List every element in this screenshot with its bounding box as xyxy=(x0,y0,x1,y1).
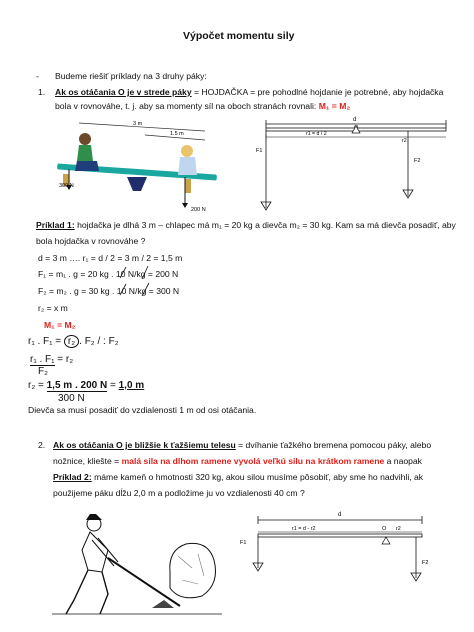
lever-bar xyxy=(258,534,422,537)
r1-label: r1 = d / 2 xyxy=(306,131,327,137)
dim-d-label: d xyxy=(353,117,357,123)
calc8-eq: = xyxy=(107,380,119,391)
man-torso xyxy=(82,532,108,572)
force-label-left: 300 N xyxy=(59,183,74,189)
force-f2-label: F2 xyxy=(414,158,421,164)
boy-body xyxy=(77,145,93,161)
case1-line1 xyxy=(55,87,443,98)
lever-rock-illustration xyxy=(52,510,222,620)
man-hat xyxy=(86,514,102,520)
case2-heading: Ak os otáčania O je bližšie k ťažšiemu telesu xyxy=(53,440,236,450)
force-arrowhead-right xyxy=(182,203,188,208)
case1-line2-text: bola v rovnováhe, t. j. aby sa momenty síl na oboch stranách rovnali: xyxy=(55,101,317,111)
case1-line2 xyxy=(55,101,350,112)
r1-label: r1 = d - r2 xyxy=(292,526,316,532)
force-f2-label: F2 xyxy=(422,560,429,566)
case2-number: 2. xyxy=(38,440,46,450)
intro-text: Budeme riešiť príklady na 3 druhy páky: xyxy=(55,71,207,81)
calc7-denominator: F₂ xyxy=(38,366,48,377)
boy-head xyxy=(79,133,91,145)
man-legs xyxy=(66,570,108,614)
case2-rest: = dvíhanie ťažkého bremena pomocou páky, alebo xyxy=(235,440,432,450)
unit-cancel-strike-1 xyxy=(118,265,150,281)
calc8-left: r₂ = xyxy=(28,380,47,391)
seesaw-illustration xyxy=(35,117,225,213)
calc6-right: . F₂ / : F₂ xyxy=(79,336,119,347)
girl-body xyxy=(178,157,197,175)
lever-diagram-2 xyxy=(236,508,446,588)
calc-line-4: r₂ = x m xyxy=(38,303,68,313)
case1-heading: Ak os otáčania O je v strede páky xyxy=(55,87,192,97)
calc-line-6 xyxy=(28,335,119,348)
example2-line1 xyxy=(53,472,423,483)
case2-line2a: nožnice, kliešte = xyxy=(53,456,122,466)
example1-text2: bola hojdačka v rovnováhe ? xyxy=(36,236,146,246)
fulcrum-stone xyxy=(152,600,174,608)
boy-legs xyxy=(75,161,99,171)
example2-text: máme kameň o hmotnosti 320 kg, akou silou musíme pôsobiť, aby sme ho nadvihli, ak xyxy=(91,472,424,482)
lever-pole xyxy=(108,558,180,606)
dimension-half-label: 1.5 m xyxy=(170,131,184,137)
calc8-numerator: 1,5 m . 200 N xyxy=(46,380,108,391)
rock xyxy=(170,543,216,597)
calc-line-5: M₁ = M₂ xyxy=(44,320,76,330)
case1-rest: = HOJDAČKA = pre pohodlné hojdanie je potrebné, aby hojdačka xyxy=(191,87,444,97)
example1-line1 xyxy=(36,220,456,231)
moment-equation: M₁ = M₂ xyxy=(318,101,351,111)
force-f1-label: F1 xyxy=(256,148,263,154)
r2-label: r2 xyxy=(402,138,407,144)
calc-line-3: F₂ = m₂ . g = 30 kg . 10 N/kg = 300 N xyxy=(38,286,180,296)
page-title: Výpočet momentu sily xyxy=(183,30,295,42)
calc6-left: r₁ . F₁ = xyxy=(28,336,64,347)
r2-label: r2 xyxy=(396,526,401,532)
force-f1-label: F1 xyxy=(240,540,247,546)
example2-label: Príklad 2: xyxy=(53,472,92,482)
calc7-numerator: r₁ . F₁ xyxy=(30,354,55,365)
case1-number: 1. xyxy=(38,87,46,97)
calc-line-2: F₁ = m₁ . g = 20 kg . 10 N/kg = 200 N xyxy=(38,269,179,279)
girl-head xyxy=(181,145,193,157)
case2-highlight: malá sila na dlhom ramene vyvolá veľkú silu na krátkom ramene xyxy=(121,456,385,466)
force-label-right: 200 N xyxy=(191,207,206,213)
calc6-circled-r2: r₂ xyxy=(64,335,79,348)
case2-line1 xyxy=(53,440,431,451)
seesaw-fulcrum xyxy=(127,177,147,191)
example2-text2: použijeme páku dĺžu 2,0 m a podložime ju vo vzdialenosti 40 cm ? xyxy=(53,488,305,498)
calc8-denominator: 300 N xyxy=(58,393,85,404)
example1-label: Príklad 1: xyxy=(36,220,75,230)
unit-cancel-strike-2 xyxy=(118,282,152,298)
dim-d-label: d xyxy=(338,512,342,518)
calc-line-7 xyxy=(30,354,73,365)
calc7-right: = r₂ xyxy=(54,354,74,365)
dimension-total-label: 3 m xyxy=(133,121,143,127)
pivot-triangle xyxy=(382,537,390,544)
example1-text: hojdačka je dlhá 3 m – chlapec má m₁ = 20 kg a dievča m₂ = 30 kg. Kam sa má dievča posadiť, aby xyxy=(74,220,456,230)
example1-answer: Dievča sa musí posadiť do vzdialenosti 1 m od osi otáčania. xyxy=(28,405,257,415)
lever-diagram-1 xyxy=(256,114,456,214)
calc-line-8 xyxy=(28,380,144,391)
calc-line-1: d = 3 m …. r₁ = d / 2 = 3 m / 2 = 1,5 m xyxy=(38,253,183,263)
seesaw-seat-right xyxy=(185,179,191,193)
case2-line2 xyxy=(53,456,422,467)
calc8-result: 1,0 m xyxy=(118,380,145,391)
intro-bullet: - xyxy=(36,71,39,81)
case2-line2b: a naopak xyxy=(384,456,422,466)
pivot-label: O xyxy=(382,526,387,532)
